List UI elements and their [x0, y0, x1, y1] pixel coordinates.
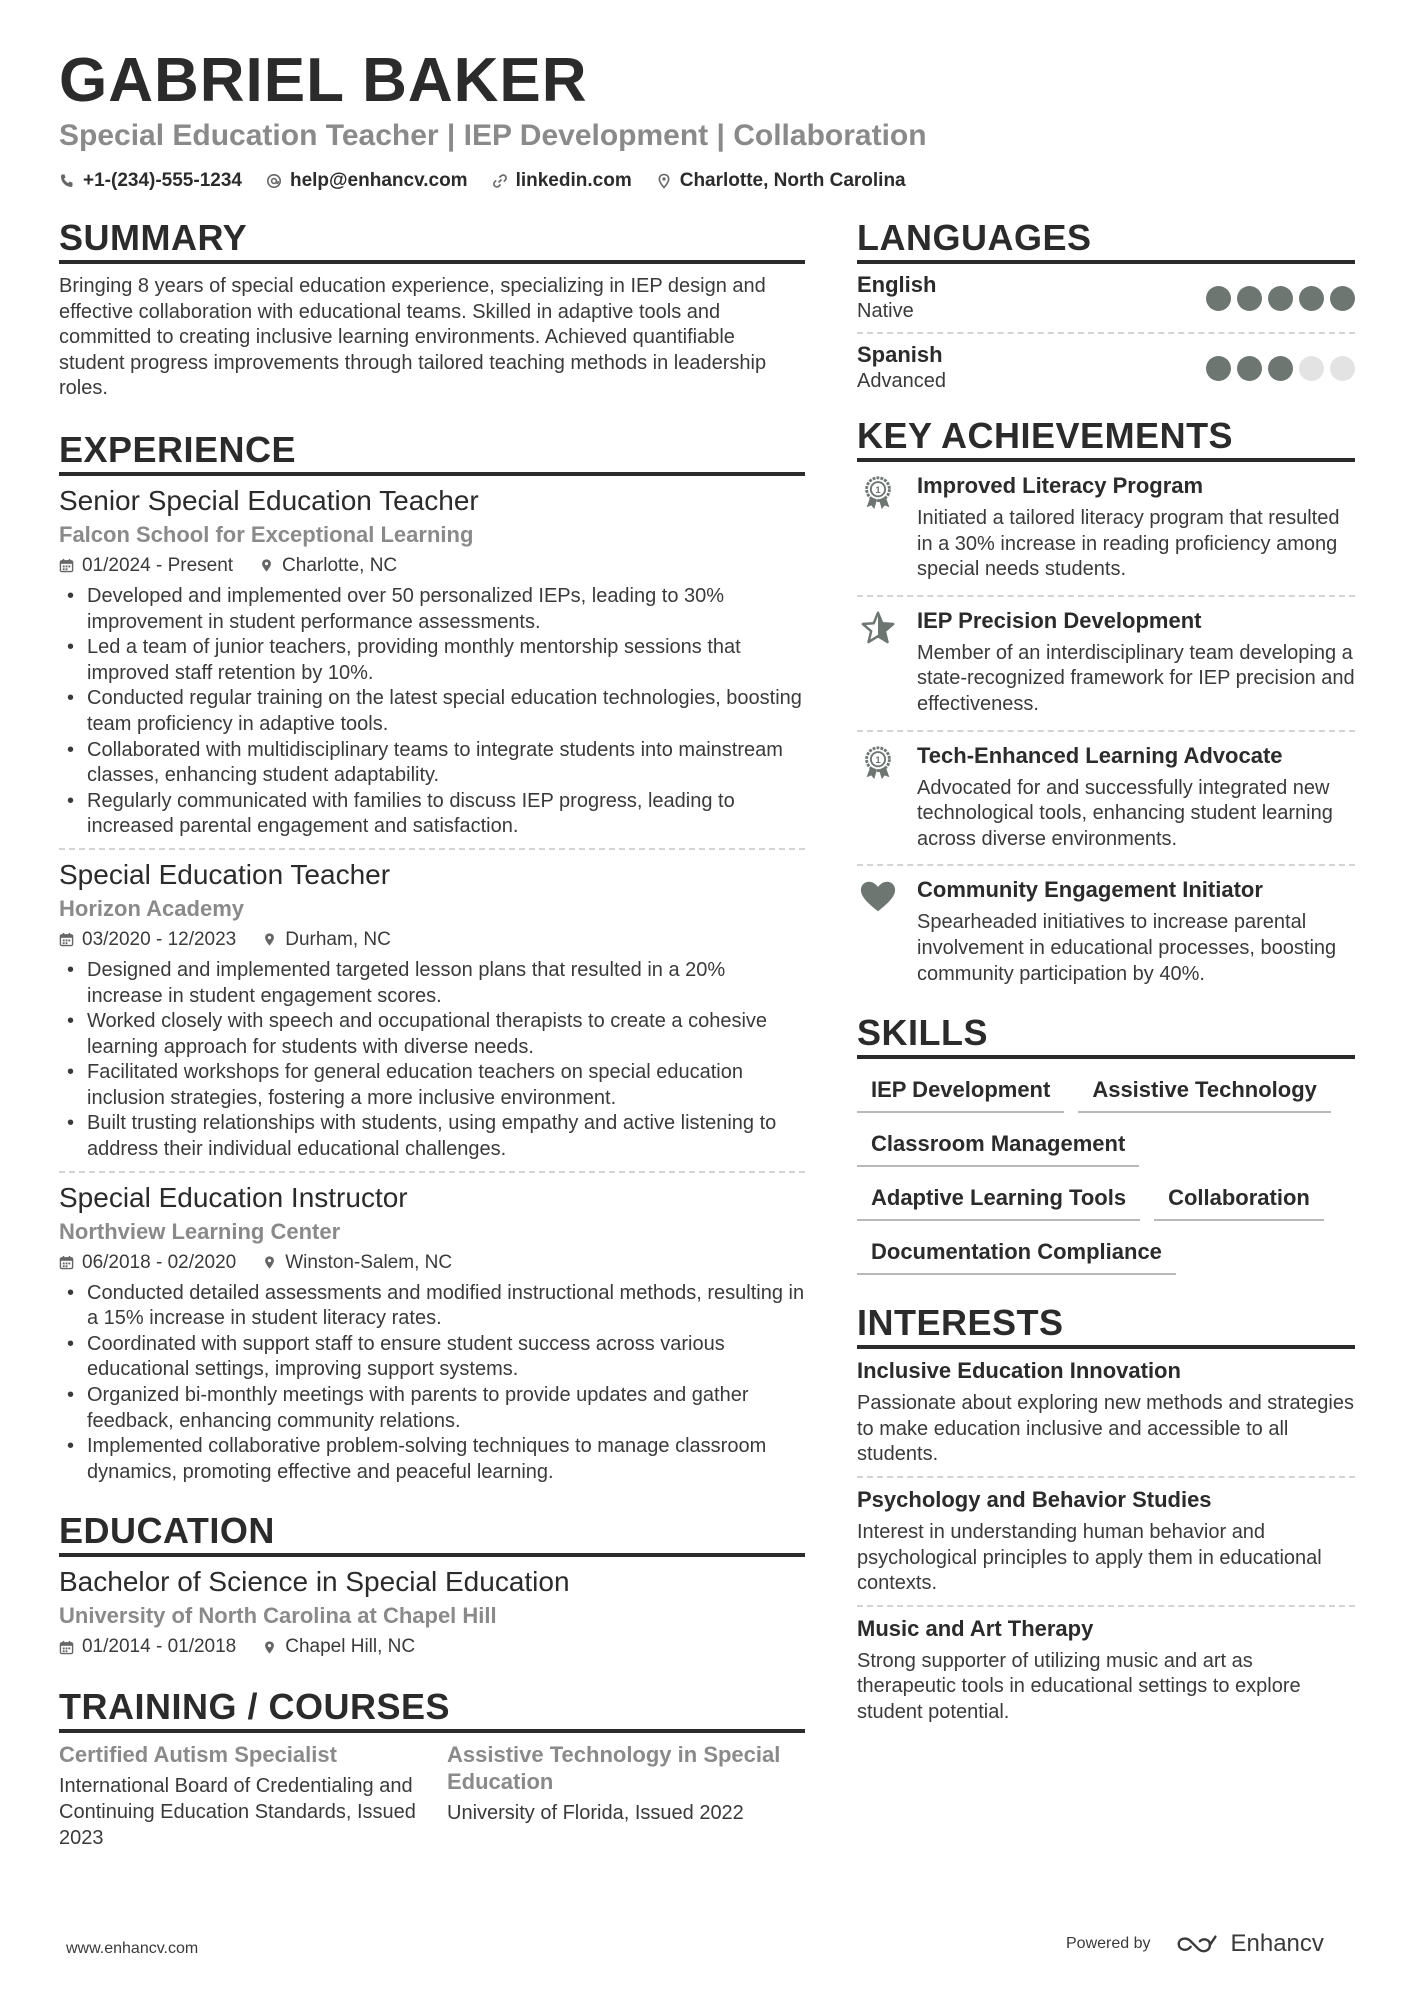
- job-dates: [59, 926, 236, 954]
- contact-linkedin[interactable]: [492, 168, 632, 194]
- svg-text:1: 1: [875, 754, 881, 766]
- achievement-text: Advocated for and successfully integrated new technological tools, enhancing student learning across diverse environments.: [917, 776, 1333, 850]
- right-column: [857, 218, 1355, 1733]
- education-section: [59, 1511, 805, 1669]
- training-title: TRAINING / COURSES: [59, 1687, 805, 1733]
- powered-by-label: Powered by: [1066, 1935, 1151, 1952]
- candidate-name: GABRIEL BAKER: [59, 46, 588, 115]
- award-ribbon-icon: [859, 744, 897, 782]
- rating-dot-empty: [1299, 356, 1324, 381]
- employer: Horizon Academy: [59, 895, 245, 921]
- job-dates: [59, 1249, 236, 1277]
- education-title: EDUCATION: [59, 1511, 805, 1557]
- experience-item: [59, 476, 805, 850]
- education-dates-text: 01/2014 - 01/2018: [82, 1636, 237, 1658]
- bullet-item: • Facilitated workshops for general education teachers on special education inclusion strategies, fostering a more inclusive environment.: [59, 1060, 805, 1111]
- star-icon: [859, 609, 897, 647]
- interest-title: Music and Art Therapy: [857, 1615, 1094, 1641]
- rating-dot-filled: [1237, 356, 1262, 381]
- bullet-item: • Conducted regular training on the latest special education technologies, boosting team proficiency in adaptive tools.: [59, 686, 805, 737]
- rating-dot-filled: [1299, 286, 1324, 311]
- education-location: [262, 1633, 415, 1661]
- job-bullets: [59, 958, 805, 1163]
- rating-dot-filled: [1206, 356, 1231, 381]
- link-icon: [492, 173, 508, 189]
- job-location-text: Durham, NC: [285, 928, 391, 950]
- training-detail: University of Florida, Issued 2022: [447, 1802, 744, 1825]
- skill-tag: Classroom Management: [857, 1125, 1139, 1167]
- training-detail: International Board of Credentialing and Continuing Education Standards, Issued 2023: [59, 1775, 416, 1849]
- interest-item: [857, 1478, 1355, 1607]
- linkedin-text: linkedin.com: [515, 170, 632, 191]
- achievement-text: Member of an interdisciplinary team developing a state-recognized framework for IEP precision and effectiveness.: [917, 641, 1355, 715]
- job-title: Senior Special Education Teacher: [59, 484, 479, 516]
- job-title: Special Education Instructor: [59, 1181, 408, 1213]
- calendar-icon: [59, 1255, 74, 1270]
- language-level: Native: [857, 300, 914, 322]
- summary-text: Bringing 8 years of special education experience, specializing in IEP design and effective collaboration with educational teams. Skilled in adaptive tools and committed to creating inclusive learning environments. Achieved quantifiable student progress improvements through tailored teaching methods in leadership roles.: [59, 275, 767, 400]
- languages-section: [857, 218, 1355, 402]
- training-name: Assistive Technology in Special Education: [447, 1742, 781, 1795]
- bullet-item: • Conducted detailed assessments and modified instructional methods, resulting in a 15% increase in student literacy rates.: [59, 1281, 805, 1332]
- achievement-title: IEP Precision Development: [917, 607, 1202, 633]
- job-bullets: [59, 1281, 805, 1486]
- job-dates-text: 03/2020 - 12/2023: [82, 928, 237, 950]
- job-dates-text: 06/2018 - 02/2020: [82, 1251, 237, 1273]
- location-pin-icon: [262, 932, 277, 947]
- interest-item: [857, 1607, 1355, 1734]
- skill-tag: Documentation Compliance: [857, 1233, 1176, 1275]
- calendar-icon: [59, 558, 74, 573]
- job-title: Special Education Teacher: [59, 858, 391, 890]
- enhancv-logo-icon: [1175, 1933, 1221, 1955]
- calendar-icon: [59, 932, 74, 947]
- language-name: Spanish: [857, 342, 943, 367]
- job-location-text: Winston-Salem, NC: [285, 1251, 453, 1273]
- school: University of North Carolina at Chapel Hill: [59, 1603, 497, 1629]
- interest-text: Passionate about exploring new methods and strategies to make education inclusive and accessible to all students.: [857, 1392, 1354, 1466]
- bullet-item: • Led a team of junior teachers, providing monthly mentorship sessions that improved staff retention by 10%.: [59, 635, 805, 686]
- phone-text: +1-(234)-555-1234: [83, 170, 242, 191]
- location-pin-icon: [262, 1255, 277, 1270]
- job-location: [262, 1249, 452, 1277]
- achievements-section: [857, 416, 1355, 999]
- job-location: [259, 552, 397, 580]
- language-name: English: [857, 272, 937, 297]
- contact-bar: [59, 168, 906, 194]
- achievement-item: [857, 597, 1355, 732]
- bullet-item: • Designed and implemented targeted lesson plans that resulted in a 20% increase in student engagement scores.: [59, 958, 805, 1009]
- rating-dot-empty: [1330, 356, 1355, 381]
- rating-dot-filled: [1268, 286, 1293, 311]
- interest-text: Strong supporter of utilizing music and art as therapeutic tools in educational settings to explore student potential.: [857, 1649, 1301, 1723]
- training-item: [59, 1741, 417, 1851]
- contact-location: [656, 168, 906, 194]
- language-rating: [1206, 286, 1355, 311]
- rating-dot-filled: [1268, 356, 1293, 381]
- skills-title: SKILLS: [857, 1013, 1355, 1059]
- job-location-text: Charlotte, NC: [282, 554, 398, 576]
- achievement-text: Initiated a tailored literacy program that resulted in a 30% increase in reading proficiency among special needs students.: [917, 507, 1340, 581]
- at-sign-icon: [266, 173, 282, 189]
- job-meta: [59, 552, 805, 580]
- job-meta: [59, 926, 805, 954]
- achievement-icon-wrap: [857, 472, 899, 583]
- education-meta: [59, 1633, 805, 1661]
- interest-text: Interest in understanding human behavior and psychological principles to apply them in educational contexts.: [857, 1520, 1322, 1595]
- employer: Falcon School for Exceptional Learning: [59, 521, 474, 547]
- language-rating: [1206, 356, 1355, 381]
- achievement-item: [857, 866, 1355, 999]
- achievements-title: KEY ACHIEVEMENTS: [857, 416, 1355, 462]
- interest-title: Psychology and Behavior Studies: [857, 1486, 1212, 1512]
- training-item: [447, 1741, 805, 1851]
- rating-dot-filled: [1237, 286, 1262, 311]
- training-grid: [59, 1741, 805, 1851]
- degree: Bachelor of Science in Special Education: [59, 1566, 570, 1598]
- skill-tag: Adaptive Learning Tools: [857, 1179, 1140, 1221]
- brand-name: Enhancv: [1230, 1930, 1324, 1957]
- job-dates-text: 01/2024 - Present: [82, 554, 234, 576]
- bullet-item: • Coordinated with support staff to ensure student success across various educational settings, improving support systems.: [59, 1332, 805, 1383]
- bullet-item: • Regularly communicated with families to discuss IEP progress, leading to increased parental engagement and satisfaction.: [59, 789, 805, 840]
- skill-tag: Assistive Technology: [1078, 1071, 1331, 1113]
- skill-tag: Collaboration: [1154, 1179, 1324, 1221]
- bullet-item: • Developed and implemented over 50 personalized IEPs, leading to 30% improvement in student performance assessments.: [59, 584, 805, 635]
- rating-dot-filled: [1206, 286, 1231, 311]
- award-ribbon-icon: [859, 474, 897, 512]
- bullet-item: • Collaborated with multidisciplinary teams to integrate students into mainstream classes, enhancing student adaptability.: [59, 738, 805, 789]
- bullet-item: • Worked closely with speech and occupational therapists to create a cohesive learning approach for students with diverse needs.: [59, 1009, 805, 1060]
- training-section: [59, 1687, 805, 1851]
- location-pin-icon: [259, 558, 274, 573]
- summary-title: SUMMARY: [59, 218, 805, 264]
- job-meta: [59, 1249, 805, 1277]
- achievement-icon-wrap: [857, 876, 899, 987]
- achievement-title: Tech-Enhanced Learning Advocate: [917, 742, 1283, 768]
- location-pin-icon: [262, 1640, 277, 1655]
- calendar-icon: [59, 1640, 74, 1655]
- email-text: help@enhancv.com: [289, 170, 468, 191]
- education-dates: [59, 1633, 236, 1661]
- skill-tag: IEP Development: [857, 1071, 1064, 1113]
- footer-website[interactable]: www.enhancv.com: [66, 1940, 199, 1957]
- svg-text:1: 1: [875, 485, 881, 496]
- location-pin-icon: [656, 173, 672, 189]
- bullet-item: • Built trusting relationships with students, using empathy and active listening to address their individual educational challenges.: [59, 1111, 805, 1162]
- interest-title: Inclusive Education Innovation: [857, 1358, 1181, 1384]
- achievement-icon-wrap: [857, 742, 899, 853]
- contact-phone[interactable]: [59, 168, 242, 194]
- employer: Northview Learning Center: [59, 1218, 341, 1244]
- summary-section: [59, 218, 805, 402]
- language-item: [857, 264, 1355, 334]
- achievement-item: [857, 462, 1355, 597]
- interest-item: [857, 1349, 1355, 1478]
- experience-item: [59, 850, 805, 1173]
- bullet-item: • Organized bi-monthly meetings with parents to provide updates and gather feedback, enhancing community relations.: [59, 1383, 805, 1434]
- experience-title: EXPERIENCE: [59, 430, 805, 476]
- job-dates: [59, 552, 233, 580]
- left-column: [59, 218, 805, 1851]
- achievement-item: [857, 732, 1355, 867]
- enhancv-logo[interactable]: [1175, 1930, 1324, 1958]
- job-bullets: [59, 584, 805, 840]
- candidate-headline: Special Education Teacher | IEP Development | Collaboration: [59, 119, 927, 152]
- interests-title: INTERESTS: [857, 1303, 1355, 1349]
- languages-title: LANGUAGES: [857, 218, 1355, 264]
- location-text: Charlotte, North Carolina: [679, 170, 906, 191]
- footer-branding: [1066, 1930, 1324, 1958]
- education-location-text: Chapel Hill, NC: [285, 1636, 416, 1658]
- phone-icon: [59, 173, 75, 189]
- achievement-icon-wrap: [857, 607, 899, 718]
- experience-section: [59, 430, 805, 1493]
- language-level: Advanced: [857, 370, 946, 392]
- achievement-text: Spearheaded initiatives to increase parental involvement in educational processes, boosting community participation by 40%.: [917, 911, 1337, 985]
- training-name: Certified Autism Specialist: [59, 1742, 337, 1768]
- achievement-title: Community Engagement Initiator: [917, 877, 1263, 903]
- heart-icon: [859, 878, 897, 916]
- job-location: [262, 926, 391, 954]
- interests-section: [857, 1303, 1355, 1733]
- skills-section: [857, 1013, 1355, 1275]
- bullet-item: • Implemented collaborative problem-solving techniques to manage classroom dynamics, promoting effective and peaceful learning.: [59, 1434, 805, 1485]
- rating-dot-filled: [1330, 286, 1355, 311]
- achievement-title: Improved Literacy Program: [917, 473, 1204, 498]
- education-item: [59, 1557, 805, 1669]
- contact-email[interactable]: [266, 168, 468, 194]
- skills-list: [857, 1071, 1355, 1275]
- language-item: [857, 334, 1355, 402]
- experience-item: [59, 1173, 805, 1494]
